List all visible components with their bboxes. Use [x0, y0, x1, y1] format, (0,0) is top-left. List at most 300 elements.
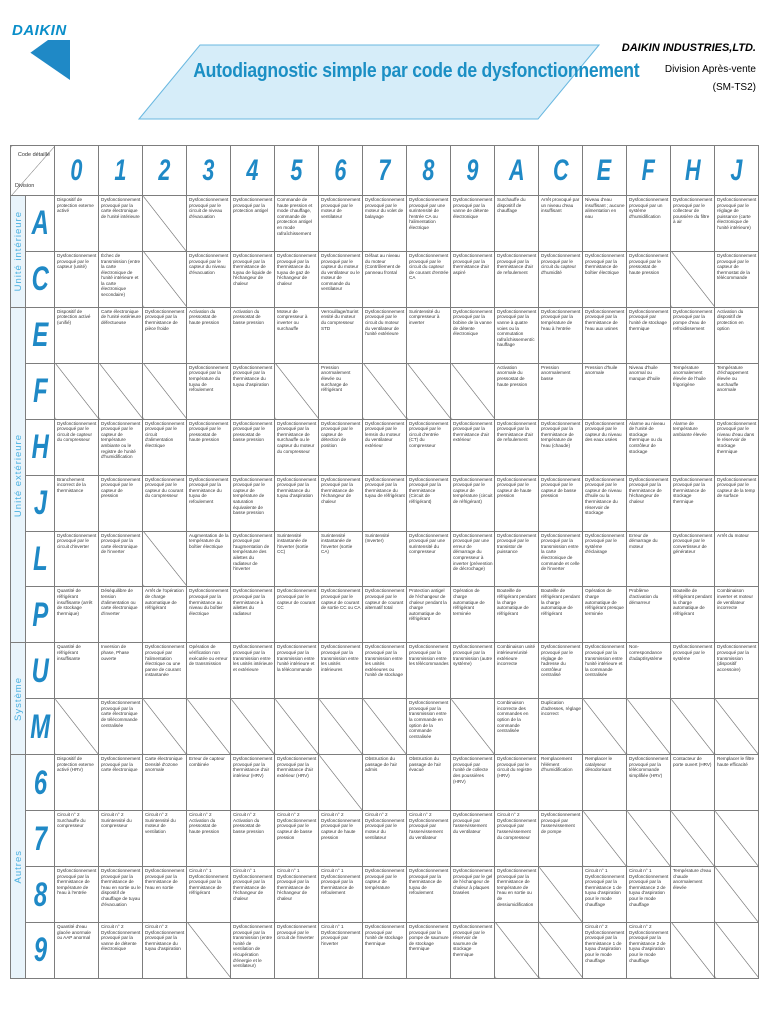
code-cell: Bouteille de réfrigérant pendant la charge automatique de réfrigérant: [539, 587, 583, 643]
code-cell: Dysfonctionnement provoqué par le pressostat de haute pression: [187, 419, 231, 475]
code-cell: Dysfonctionnement provoqué par le capteur du moteur du ventilateur ou le moteur de commande du ventilateur: [319, 251, 363, 307]
code-cell: Dysfonctionnement provoqué par l'alimentation électrique ou une panne de courant instantanée: [143, 643, 187, 699]
code-cell: Obstruction du passage de l'air évacué: [407, 755, 451, 811]
code-cell: Dysfonctionnement provoqué par l'asservissement du ventilateur: [451, 811, 495, 867]
empty-cell: [275, 363, 319, 419]
code-cell: Circuit n° 2 Dysfonctionnement provoqué par l'asservissement du ventilateur: [407, 811, 451, 867]
code-cell: Surintensité instantanée de l'inverter (sortie CA): [319, 531, 363, 587]
table-row: [11, 363, 759, 419]
column-code: 8: [422, 153, 435, 187]
code-cell: Circuit n° 1 Dysfonctionnement provoqué par la thermistance de l'échangeur de chaleur: [275, 867, 319, 923]
code-cell: Dispositif de protection activé (unifié): [55, 307, 99, 363]
code-cell: Contacteur de porte ouvert (HRV): [671, 755, 715, 811]
row-header-9: [26, 922, 55, 978]
code-cell: Circuit n° 1 Dysfonctionnement provoqué par la thermistance de l'échangeur de chaleur: [231, 867, 275, 923]
code-cell: Protection antigel de l'échangeur de chaleur pendant la charge automatique de réfrigérant: [407, 587, 451, 643]
code-cell: Dysfonctionnement provoqué par la thermistance d'air de refoulement: [495, 419, 539, 475]
code-cell: Dysfonctionnement provoqué par le capteur de la temp de surface: [715, 475, 759, 531]
page-title: Autodiagnostic simple par code de dysfonctionnement: [193, 60, 640, 82]
code-cell: Circuit n° 2 Dysfonctionnement provoqué par la thermistance 2 de tuyau d'aspiration pour le mode chauffage: [627, 922, 671, 978]
code-cell: Circuit n° 2 Dysfonctionnement provoqué par la thermistance du tuyau d'aspiration: [143, 922, 187, 978]
column-header-c: [539, 146, 583, 196]
empty-cell: [319, 699, 363, 755]
table-row: [11, 307, 759, 363]
row-code: F: [32, 372, 48, 411]
empty-cell: [187, 922, 231, 978]
code-cell: Combinaison inverter et moteur de ventilateur incorrecte: [715, 587, 759, 643]
column-header-h: [671, 146, 715, 196]
code-cell: Dysfonctionnement provoqué par le réglage de l'adresse du contrôleur centralisé: [539, 643, 583, 699]
row-header-e: [26, 307, 55, 363]
code-cell: Dysfonctionnement provoqué par le système d'éclairage: [583, 531, 627, 587]
code-cell: Dysfonctionnement provoqué par la transmission entre les unités extérieures ou l'unité de stockage: [363, 643, 407, 699]
code-cell: Dysfonctionnement provoqué par la thermistance de tuyau de refoulement: [407, 867, 451, 923]
division-label: Division: [15, 183, 35, 189]
code-cell: Activation du pressostat de haute pression: [187, 307, 231, 363]
code-cell: Dysfonctionnement provoqué par l'unité de collecte des poussières (HRV): [451, 755, 495, 811]
empty-cell: [627, 811, 671, 867]
column-code: 7: [378, 153, 391, 187]
empty-cell: [55, 699, 99, 755]
empty-cell: [539, 867, 583, 923]
column-header-9: [451, 146, 495, 196]
code-cell: Remplacer le filtre haute efficacité: [715, 755, 759, 811]
group-label-cell: [11, 755, 26, 979]
code-cell: Dysfonctionnement provoqué par l'unité de stockage thermique: [627, 307, 671, 363]
column-header-4: [231, 146, 275, 196]
group-label-cell: [11, 196, 26, 308]
code-cell: Circuit n° 2 Dysfonctionnement provoqué par la thermistance 1 de tuyau d'aspiration pour le mode chauffage: [583, 922, 627, 978]
code-cell: Dysfonctionnement provoqué par la vanne à quatre voies ou la commutation rafraîchissement/chauffage: [495, 307, 539, 363]
column-header-1: [99, 146, 143, 196]
code-cell: Carte électronique de l'unité extérieure défectueuse: [99, 307, 143, 363]
code-cell: Dysfonctionnement provoqué par la thermistance d'air extérieur (HRV): [275, 755, 319, 811]
code-cell: Dysfonctionnement provoqué par la thermistance à ailettes du radiateur: [231, 587, 275, 643]
group-label: Autres: [12, 849, 24, 884]
empty-cell: [715, 922, 759, 978]
code-detail-label: Code détaillé: [17, 152, 50, 158]
code-cell: Dysfonctionnement provoqué par la température du tuyau de refoulement: [187, 363, 231, 419]
code-cell: Circuit n° 2 Dysfonctionnement provoqué par le moteur du ventilateur: [363, 811, 407, 867]
table-row: [11, 811, 759, 867]
code-cell: Dysfonctionnement provoqué par la thermistance du tuyau de gaz de l'échangeur de chaleur: [275, 251, 319, 307]
table-row: [11, 867, 759, 923]
empty-cell: [715, 811, 759, 867]
row-code: U: [31, 651, 49, 690]
code-cell: Dysfonctionnement provoqué par la transmission entre les unités intérieure et extérieure: [231, 643, 275, 699]
row-header-8: [26, 867, 55, 923]
empty-cell: [143, 251, 187, 307]
code-cell: Activation du pressostat de basse pression: [231, 307, 275, 363]
code-cell: Dysfonctionnement provoqué par une surintensité du compresseur: [407, 531, 451, 587]
code-cell: Dysfonctionnement provoqué par le capteur de thermostat de la télécommande: [715, 251, 759, 307]
empty-cell: [319, 755, 363, 811]
code-cell: Dysfonctionnement provoqué par le moteur du volet de balayage: [363, 196, 407, 252]
code-cell: Défaut au niveau du moteur (Contrôlement de panneau frontal: [363, 251, 407, 307]
code-cell: Dysfonctionnement provoqué par une surintensité de l'entrée CA ou l'alimentation électrique: [407, 196, 451, 252]
code-cell: Arrêt du moteur: [715, 531, 759, 587]
code-cell: Dysfonctionnement provoqué par la thermistance de l'eau aux usines: [583, 307, 627, 363]
code-cell: Dysfonctionnement provoqué par le capteur de niveau d'huile ou la thermistance du réservoir de stockage: [583, 475, 627, 531]
column-code: 9: [466, 153, 479, 187]
code-cell: Dysfonctionnement provoqué par le circuit du capteur d'humidité: [539, 251, 583, 307]
code-cell: Dysfonctionnement provoqué par le gel de l'échangeur de chaleur à plaques brasées: [451, 867, 495, 923]
column-header-a: [495, 146, 539, 196]
row-header-m: [26, 699, 55, 755]
column-header-5: [275, 146, 319, 196]
corner-cell: [11, 146, 55, 196]
empty-cell: [495, 922, 539, 978]
code-grid: [10, 145, 759, 979]
code-cell: Dysfonctionnement provoqué par le circuit du capteur de courant d'entrée CA: [407, 251, 451, 307]
row-header-f: [26, 363, 55, 419]
code-cell: Erreur de capteur combinée: [187, 755, 231, 811]
code-cell: Dysfonctionnement provoqué par le capteur du niveau des eaux usées: [583, 419, 627, 475]
code-cell: Dysfonctionnement provoqué par la thermistance de tuyau de liquide de l'échangeur de chaleur: [231, 251, 275, 307]
row-header-6: [26, 755, 55, 811]
code-cell: Circuit n° 2 Surintensité du compresseur: [99, 811, 143, 867]
empty-cell: [671, 922, 715, 978]
code-cell: Dysfonctionnement provoqué par la transmission (autre système): [451, 643, 495, 699]
row-code: C: [31, 260, 49, 299]
code-cell: Alarme au niveau de l'unité de stockage thermique ou du contrôleur de stockage: [627, 419, 671, 475]
document-code: (SM-TS2): [712, 82, 756, 93]
code-cell: Dysfonctionnement provoqué par la thermistance d'air aspiré: [451, 251, 495, 307]
code-cell: Dysfonctionnement provoqué par le capteur de température de saturation équivalente de basse pression: [231, 475, 275, 531]
code-cell: Dysfonctionnement provoqué par la carte électronique: [99, 755, 143, 811]
code-cell: Problème d'activation du démarreur: [627, 587, 671, 643]
code-cell: Dysfonctionnement provoqué par la transmission entre la commande en option de la commande centralisée: [407, 699, 451, 755]
code-cell: Verrouillage/Surintensité du moteur du compresseur STD: [319, 307, 363, 363]
code-cell: Dysfonctionnement provoqué par la transmission entre l'unité intérieure et la commande centralisée: [583, 643, 627, 699]
row-header-7: [26, 811, 55, 867]
code-cell: Dispositif de protection externe activé: [55, 196, 99, 252]
row-code: E: [32, 316, 48, 355]
code-cell: Dysfonctionnement provoqué par la carte électronique de télécommande centralisée: [99, 699, 143, 755]
code-cell: Augmentation de la température du boîtier électrique: [187, 531, 231, 587]
code-cell: Dysfonctionnement provoqué par le moteur de ventilateur: [319, 196, 363, 252]
code-cell: Remplacement l'élément d'humidification: [539, 755, 583, 811]
code-cell: Arrêt provoqué par un niveau d'eau insuffisant: [539, 196, 583, 252]
code-cell: Dysfonctionnement provoqué par le pressostat de haute pression: [627, 251, 671, 307]
row-header-a: [26, 196, 55, 252]
column-header-f: [627, 146, 671, 196]
row-code: M: [30, 707, 51, 746]
code-cell: Bouteille de réfrigérant pendant la charge automatique de réfrigérant: [495, 587, 539, 643]
row-code: 7: [33, 819, 47, 858]
table-row: [11, 643, 759, 699]
empty-cell: [627, 699, 671, 755]
code-cell: Circuit n° 2 Activation du pressostat de haute pression: [187, 811, 231, 867]
empty-cell: [583, 699, 627, 755]
code-cell: Niveau d'eau insuffisant ; aucune alimentation en eau: [583, 196, 627, 252]
table-row: [11, 587, 759, 643]
code-cell: Surintensité instantanée de l'inverter (sortie CC): [275, 531, 319, 587]
row-code: A: [31, 204, 49, 243]
table-row: [11, 699, 759, 755]
code-cell: Dysfonctionnement provoqué par la télécommande simplifiée (HRV): [627, 755, 671, 811]
code-cell: Dispositif de protection externe activé (HRV): [55, 755, 99, 811]
code-cell: Circuit n° 2 Dysfonctionnement provoqué par l'asservissement du compresseur: [495, 811, 539, 867]
row-header-h: [26, 419, 55, 475]
empty-cell: [583, 811, 627, 867]
code-cell: Surchauffe du dispositif de chauffage: [495, 196, 539, 252]
column-code: F: [641, 153, 656, 187]
code-cell: Dysfonctionnement provoqué par le circuit d'alimentation électrique: [143, 419, 187, 475]
empty-cell: [715, 867, 759, 923]
empty-cell: [539, 922, 583, 978]
row-header-c: [26, 251, 55, 307]
empty-cell: [715, 699, 759, 755]
empty-cell: [143, 363, 187, 419]
code-cell: Quantité d'eau glacée anormale ou AAP anormal: [55, 922, 99, 978]
code-cell: Dysfonctionnement provoqué par le capteur du courant du compresseur: [143, 475, 187, 531]
code-cell: Dysfonctionnement provoqué par la thermistance de température de l'eau à l'entrée: [55, 867, 99, 923]
column-header-3: [187, 146, 231, 196]
code-cell: Circuit n° 1 Dysfonctionnement provoqué par l'inverter: [319, 922, 363, 978]
code-cell: Dysfonctionnement provoqué par la thermistance de surchauffe ou le capteur du moteur du compresseur: [275, 419, 319, 475]
code-cell: Surintensité (Inverter): [363, 531, 407, 587]
empty-cell: [451, 363, 495, 419]
code-cell: Dysfonctionnement provoqué par le capteur de basse pression: [539, 475, 583, 531]
row-code: 9: [33, 931, 47, 970]
column-header-j: [715, 146, 759, 196]
code-cell: Opération de charge automatique de réfrigérant presque terminée: [583, 587, 627, 643]
code-cell: Dysfonctionnement provoqué par l'asservissement de pompe: [539, 811, 583, 867]
code-cell: Dysfonctionnement provoqué par la température de l'eau à l'entrée: [539, 307, 583, 363]
code-cell: Dysfonctionnement provoqué par la thermistance du tuyau d'aspiration: [231, 363, 275, 419]
empty-cell: [363, 699, 407, 755]
division-name: Division Après-vente: [664, 64, 756, 75]
code-cell: Dysfonctionnement provoqué par une erreur de démarrage du compresseur à inverter (prévention de décrochage): [451, 531, 495, 587]
group-label: Système: [12, 676, 24, 721]
column-code: 2: [158, 153, 171, 187]
row-header-j: [26, 475, 55, 531]
code-cell: Dysfonctionnement provoqué par le lemsin du moteur du ventilateur extérieur: [363, 419, 407, 475]
column-code: 3: [202, 153, 215, 187]
column-code: 4: [246, 153, 259, 187]
column-header-7: [363, 146, 407, 196]
column-header-8: [407, 146, 451, 196]
empty-cell: [407, 363, 451, 419]
company-name: DAIKIN INDUSTRIES,LTD.: [621, 42, 756, 54]
code-cell: Dysfonctionnement provoqué par le circuit du registre (HRV): [495, 755, 539, 811]
empty-cell: [671, 811, 715, 867]
code-cell: Dysfonctionnement provoqué par le capteur de pression: [99, 475, 143, 531]
code-cell: Dysfonctionnement provoqué par la transmission entre l'unité intérieure et la télécommande: [275, 643, 319, 699]
code-cell: Dysfonctionnement provoqué par la thermistance de température de l'eau (chaude): [539, 419, 583, 475]
code-cell: Dysfonctionnement provoqué par le réservoir de saumure de stockage thermique: [451, 922, 495, 978]
row-header-l: [26, 531, 55, 587]
code-cell: Circuit n° 2 Surintensité du moteur de ventilation: [143, 811, 187, 867]
empty-cell: [231, 699, 275, 755]
code-cell: Dysfonctionnement provoqué par le système: [671, 643, 715, 699]
code-cell: Inversion de phase, Phase ouverte: [99, 643, 143, 699]
code-cell: Quantité de réfrigérant insuffisante: [55, 643, 99, 699]
code-cell: Déséquilibre de tension d'alimentation ou carte électronique d'inverter: [99, 587, 143, 643]
code-cell: Dysfonctionnement provoqué par le capteur de haute pression: [495, 475, 539, 531]
code-cell: Dysfonctionnement provoqué par le circuit d'entrée (CT) du compresseur: [407, 419, 451, 475]
empty-cell: [451, 699, 495, 755]
code-cell: Moteur de compresseur à inverter ou surchauffe: [275, 307, 319, 363]
daikin-logo: DAIKIN: [12, 22, 67, 39]
column-code: J: [730, 153, 743, 187]
column-header-2: [143, 146, 187, 196]
code-cell: Dysfonctionnement provoqué par la thermistance d'air de refoulement: [495, 251, 539, 307]
code-cell: Activation anormale du pressostat de haute pression: [495, 363, 539, 419]
empty-cell: [143, 699, 187, 755]
code-cell: Échec de transmission (entre la carte électronique de l'unité intérieure et la carte électronique secondaire): [99, 251, 143, 307]
table-row: [11, 922, 759, 978]
code-cell: Dysfonctionnement provoqué par le circuit de capteur du compresseur: [55, 419, 99, 475]
code-cell: Arrêt de l'opération de charge automatique de réfrigérant: [143, 587, 187, 643]
code-cell: Erreur de démarrage du moteur: [627, 531, 671, 587]
code-cell: Dysfonctionnement provoqué par la thermistance de l'eau en sortie ou le dispositif de chauffage de tuyau d'évacuation: [99, 867, 143, 923]
code-cell: Dysfonctionnement provoqué par la thermistance d'air intérieur (HRV): [231, 755, 275, 811]
code-cell: Dysfonctionnement provoqué par la thermistance de l'eau en sortie: [143, 867, 187, 923]
column-header-6: [319, 146, 363, 196]
code-cell: Dysfonctionnement provoqué par le capteur de courant alternatif total: [363, 587, 407, 643]
empty-cell: [671, 251, 715, 307]
row-code: 8: [33, 875, 47, 914]
code-cell: Pression anormalement basse: [539, 363, 583, 419]
empty-cell: [99, 363, 143, 419]
column-code: E: [597, 153, 612, 187]
code-cell: Dysfonctionnement provoqué par la transmission (entre l'unité de ventilation de récupération d'énergie et le ventilateur): [231, 922, 275, 978]
code-cell: Dysfonctionnement provoqué par le capteur du niveau d'évacuation: [187, 251, 231, 307]
code-cell: Dysfonctionnement provoqué par la transmission entre les unités intérieures: [319, 643, 363, 699]
empty-cell: [275, 699, 319, 755]
code-cell: Dysfonctionnement provoqué par la pompe d'eau de refroidissement: [671, 307, 715, 363]
error-code-table: [10, 145, 758, 978]
group-label: Unité intérieure: [12, 211, 24, 292]
code-cell: Dysfonctionnement provoqué par la thermistance de boîtier électrique: [583, 251, 627, 307]
empty-cell: [363, 363, 407, 419]
row-header-u: [26, 643, 55, 699]
code-cell: Pression d'huile anormale: [583, 363, 627, 419]
column-code: 6: [334, 153, 347, 187]
code-cell: Dysfonctionnement provoqué par le circuit du moteur du ventilateur de l'unité extérieure: [363, 307, 407, 363]
code-cell: Combinaison incorrecte des commandes en option de la commande centralisée: [495, 699, 539, 755]
row-code: H: [31, 428, 49, 467]
column-code: 0: [70, 153, 83, 187]
code-cell: Dysfonctionnement provoqué par la thermistance du tuyau de refoulement: [187, 475, 231, 531]
code-cell: Dysfonctionnement provoqué par l'augmentation de température des ailettes du radiateur de l'inverter: [231, 531, 275, 587]
code-cell: Dysfonctionnement provoqué par la thermistance de pièce froide: [143, 307, 187, 363]
code-cell: Circuit n° 1 Dysfonctionnement provoqué par la thermistance 2 de tuyau d'aspiration pour le mode chauffage: [627, 867, 671, 923]
code-cell: Bouteille de réfrigérant pendant la charge automatique de réfrigérant: [671, 587, 715, 643]
code-cell: Dysfonctionnement provoqué par le circuit de niveau d'évacuation: [187, 196, 231, 252]
code-cell: Obstruction du passage de l'air admis: [363, 755, 407, 811]
code-cell: Circuit n° 2 Dysfonctionnement provoqué par le capteur de haute pression: [319, 811, 363, 867]
column-code: 1: [114, 153, 127, 187]
code-cell: Dysfonctionnement provoqué par la thermistance de température de l'eau en sortie ou de dessiumidification: [495, 867, 539, 923]
code-cell: Combinaison unité intérieure/unité extérieure incorrecte: [495, 643, 539, 699]
code-cell: Dysfonctionnement provoqué par le convertisseur de générateur: [671, 531, 715, 587]
code-cell: Dysfonctionnement provoqué par le capteur de courant CC: [275, 587, 319, 643]
code-cell: Dysfonctionnement provoqué par l'unité de stockage thermique: [363, 922, 407, 978]
code-cell: Circuit n° 1 Dysfonctionnement provoqué par la thermistance de refoulement: [319, 867, 363, 923]
code-cell: Dysfonctionnement provoqué par un système d'humidification: [627, 196, 671, 252]
empty-cell: [55, 363, 99, 419]
row-code: L: [32, 539, 48, 578]
code-cell: Niveau d'huile anormal ou manque d'huile: [627, 363, 671, 419]
code-cell: Duplication d'adresses, réglage incorrect: [539, 699, 583, 755]
row-code: P: [32, 595, 48, 634]
code-cell: Dysfonctionnement provoqué par le circuit de l'inverter: [275, 922, 319, 978]
code-cell: Dysfonctionnement provoqué par la transmission entre les télécommandes: [407, 643, 451, 699]
code-cell: Alarme de température ambiante élevée: [671, 419, 715, 475]
column-header-0: [55, 146, 99, 196]
code-cell: Dysfonctionnement provoqué par le capteur de température ambiante ou le registre de l'unité d'humidification: [99, 419, 143, 475]
logo-triangle-icon: [12, 40, 70, 80]
code-cell: Dysfonctionnement provoqué par la thermistance (Circuit de réfrigérant): [407, 475, 451, 531]
code-cell: Dysfonctionnement provoqué par la bobine de la vanne de détente électronique: [451, 307, 495, 363]
code-cell: Circuit n° 2 Activation du pressostat de basse pression: [231, 811, 275, 867]
code-cell: Température anormalement élevée de l'huile frigorigène: [671, 363, 715, 419]
group-label-cell: [11, 643, 26, 755]
code-cell: Dysfonctionnement provoqué par le transistor de puissance: [495, 531, 539, 587]
code-cell: Dysfonctionnement provoqué par le réglage de puissance (carte électronique de l'unité intérieure): [715, 196, 759, 252]
code-cell: Dysfonctionnement provoqué par le pressostat de basse pression: [231, 419, 275, 475]
row-header-p: [26, 587, 55, 643]
code-cell: Activation du dispositif de protection en option: [715, 307, 759, 363]
code-cell: Circuit n° 2 Surchauffe du compresseur: [55, 811, 99, 867]
table-row: [11, 475, 759, 531]
code-cell: Dysfonctionnement provoqué par la carte électronique de l'unité intérieure: [99, 196, 143, 252]
table-row: [11, 251, 759, 307]
code-cell: Température d'échappement élevée ou surchauffe anormale: [715, 363, 759, 419]
code-cell: Circuit n° 1 Dysfonctionnement provoqué par la thermistance 1 de tuyau d'aspiration pour le mode chauffage: [583, 867, 627, 923]
code-cell: Dysfonctionnement provoqué par le capteur de courant de sortie CC ou CA: [319, 587, 363, 643]
column-code: C: [552, 153, 569, 187]
code-cell: Opération de vérification non exécutée ou erreur de transmission: [187, 643, 231, 699]
code-cell: Dysfonctionnement provoqué par la thermistance de l'échangeur de chaleur: [319, 475, 363, 531]
code-cell: Dysfonctionnement provoqué par le niveau d'eau dans le réservoir de stockage thermique: [715, 419, 759, 475]
group-label: Unité extérieure: [12, 433, 24, 517]
code-cell: Dysfonctionnement provoqué par la transmission entre la carte électronique de commande et celle de l'inverter: [539, 531, 583, 587]
column-code: 5: [290, 153, 303, 187]
code-cell: Dysfonctionnement provoqué par le collecteur de poussière du filtre à air: [671, 196, 715, 252]
code-cell: Remplacer le catalyseur désodorisant: [583, 755, 627, 811]
code-cell: Dysfonctionnement provoqué par le capteur de température: [363, 867, 407, 923]
code-cell: Température d'eau chaude anormalement élevée: [671, 867, 715, 923]
code-cell: Dysfonctionnement provoqué par la thermistance de l'échangeur de chaleur: [627, 475, 671, 531]
code-cell: Dysfonctionnement provoqué par le capteur de détection de position: [319, 419, 363, 475]
table-row: [11, 755, 759, 811]
row-code: 6: [33, 763, 47, 802]
code-cell: Dysfonctionnement provoqué par la thermistance d'air extérieur: [451, 419, 495, 475]
column-code: H: [684, 153, 701, 187]
column-code: A: [508, 153, 525, 187]
code-cell: Quantité de réfrigérant insuffisante (arrêt de stockage thermique): [55, 587, 99, 643]
empty-cell: [143, 531, 187, 587]
empty-cell: [671, 699, 715, 755]
table-row: [11, 531, 759, 587]
code-cell: Non-correspondance d'adapt/système: [627, 643, 671, 699]
code-cell: Branchement incorrect de la thermistance: [55, 475, 99, 531]
code-cell: Dysfonctionnement provoqué par la thermistance du tuyau d'aspiration: [275, 475, 319, 531]
code-cell: Dysfonctionnement provoqué par la thermistance au niveau du boîtier électrique: [187, 587, 231, 643]
code-cell: Circuit n° 1 Dysfonctionnement provoqué par la thermistance de réfrigérant: [187, 867, 231, 923]
code-cell: Surintensité du compresseur à inverter: [407, 307, 451, 363]
code-cell: Circuit n° 2 Dysfonctionnement provoqué par le capteur de basse pression: [275, 811, 319, 867]
code-cell: Circuit n° 2 Dysfonctionnement provoqué par la vanne de détente électronique: [99, 922, 143, 978]
column-header-e: [583, 146, 627, 196]
code-cell: Commande de haute pression et mode chauffage, commande de protection antigel en mode rafraîchissement: [275, 196, 319, 252]
code-cell: Carte électronique Densité d'ozone anormale: [143, 755, 187, 811]
code-cell: Dysfonctionnement provoqué par la thermistance de stockage thermique: [671, 475, 715, 531]
